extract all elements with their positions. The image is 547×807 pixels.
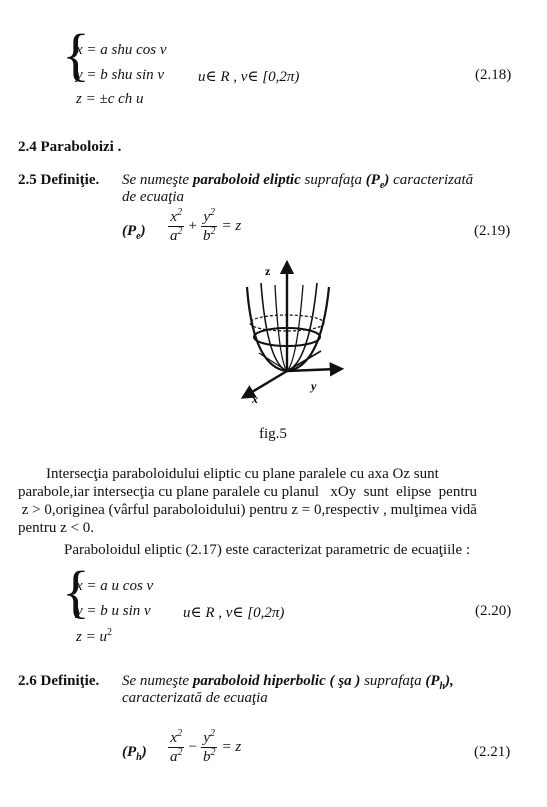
equation-number: (2.19) (474, 223, 511, 239)
x-axis-label: x (252, 392, 258, 406)
definition-text-line2: de ecuaţia (122, 189, 185, 205)
equation-number: (2.18) (475, 67, 512, 83)
equation-domain: u∈ R , v∈ [0,2π) (198, 69, 300, 85)
definition-text: Se numeşte paraboloid eliptic suprafaţa $(P_e)$ caracterizată (122, 172, 474, 191)
paragraph-line: parabole,iar intersecţia cu plane paralele cu planul xOy sunt elipse pentru (18, 484, 477, 500)
equation-number: (2.21) (474, 744, 511, 760)
equation-number: (2.20) (475, 603, 512, 619)
paragraph-line: z > 0,originea (vârful paraboloidului) pentru z = 0,respectiv , mulţimea vidă (18, 502, 477, 518)
equation-line: z = ±c ch u (76, 91, 144, 107)
equation-line: x = a shu cos v (76, 42, 167, 58)
definition-label: 2.5 Definiţie. (18, 172, 100, 188)
paragraph-line: Paraboloidul eliptic (2.17) este caracterizat parametric de ecuaţiile : (64, 542, 471, 558)
paragraph-line: pentru z < 0. (18, 520, 94, 536)
equation-line: y = b shu sin v (76, 67, 165, 83)
equation-label: $(P_e)$ (122, 223, 146, 242)
definition-text: Se numeşte paraboloid hiperbolic ( şa ) suprafaţa $(P_h)$, (122, 673, 454, 692)
section-heading: 2.4 Paraboloizi . (18, 139, 122, 155)
definition-label: 2.6 Definiţie. (18, 673, 100, 689)
paragraph-line: Intersecţia paraboloidului eliptic cu plane paralele cu axa Oz sunt (46, 466, 439, 482)
equation-line: y = b u sin v (76, 603, 151, 619)
z-axis-label: z (265, 264, 271, 278)
left-brace: { (62, 22, 90, 87)
paraboloid-figure (225, 255, 345, 410)
equation-body: $\frac{x^2}{a^2}$ − $\frac{y^2}{b^2}$ = z (170, 728, 242, 765)
y-axis-label: y (311, 379, 317, 393)
equation-line: $z = u^2$ (76, 627, 112, 645)
figure-caption: fig.5 (259, 426, 287, 442)
equation-body: $\frac{x^2}{a^2}$ + $\frac{y^2}{b^2}$ = z (170, 207, 242, 244)
equation-label: $(P_h)$ (122, 744, 147, 763)
definition-text-line2: caracterizată de ecuaţia (122, 690, 268, 706)
equation-domain: u∈ R , v∈ [0,2π) (183, 605, 285, 621)
left-brace: { (62, 559, 90, 624)
equation-line: x = a u cos v (76, 578, 154, 594)
